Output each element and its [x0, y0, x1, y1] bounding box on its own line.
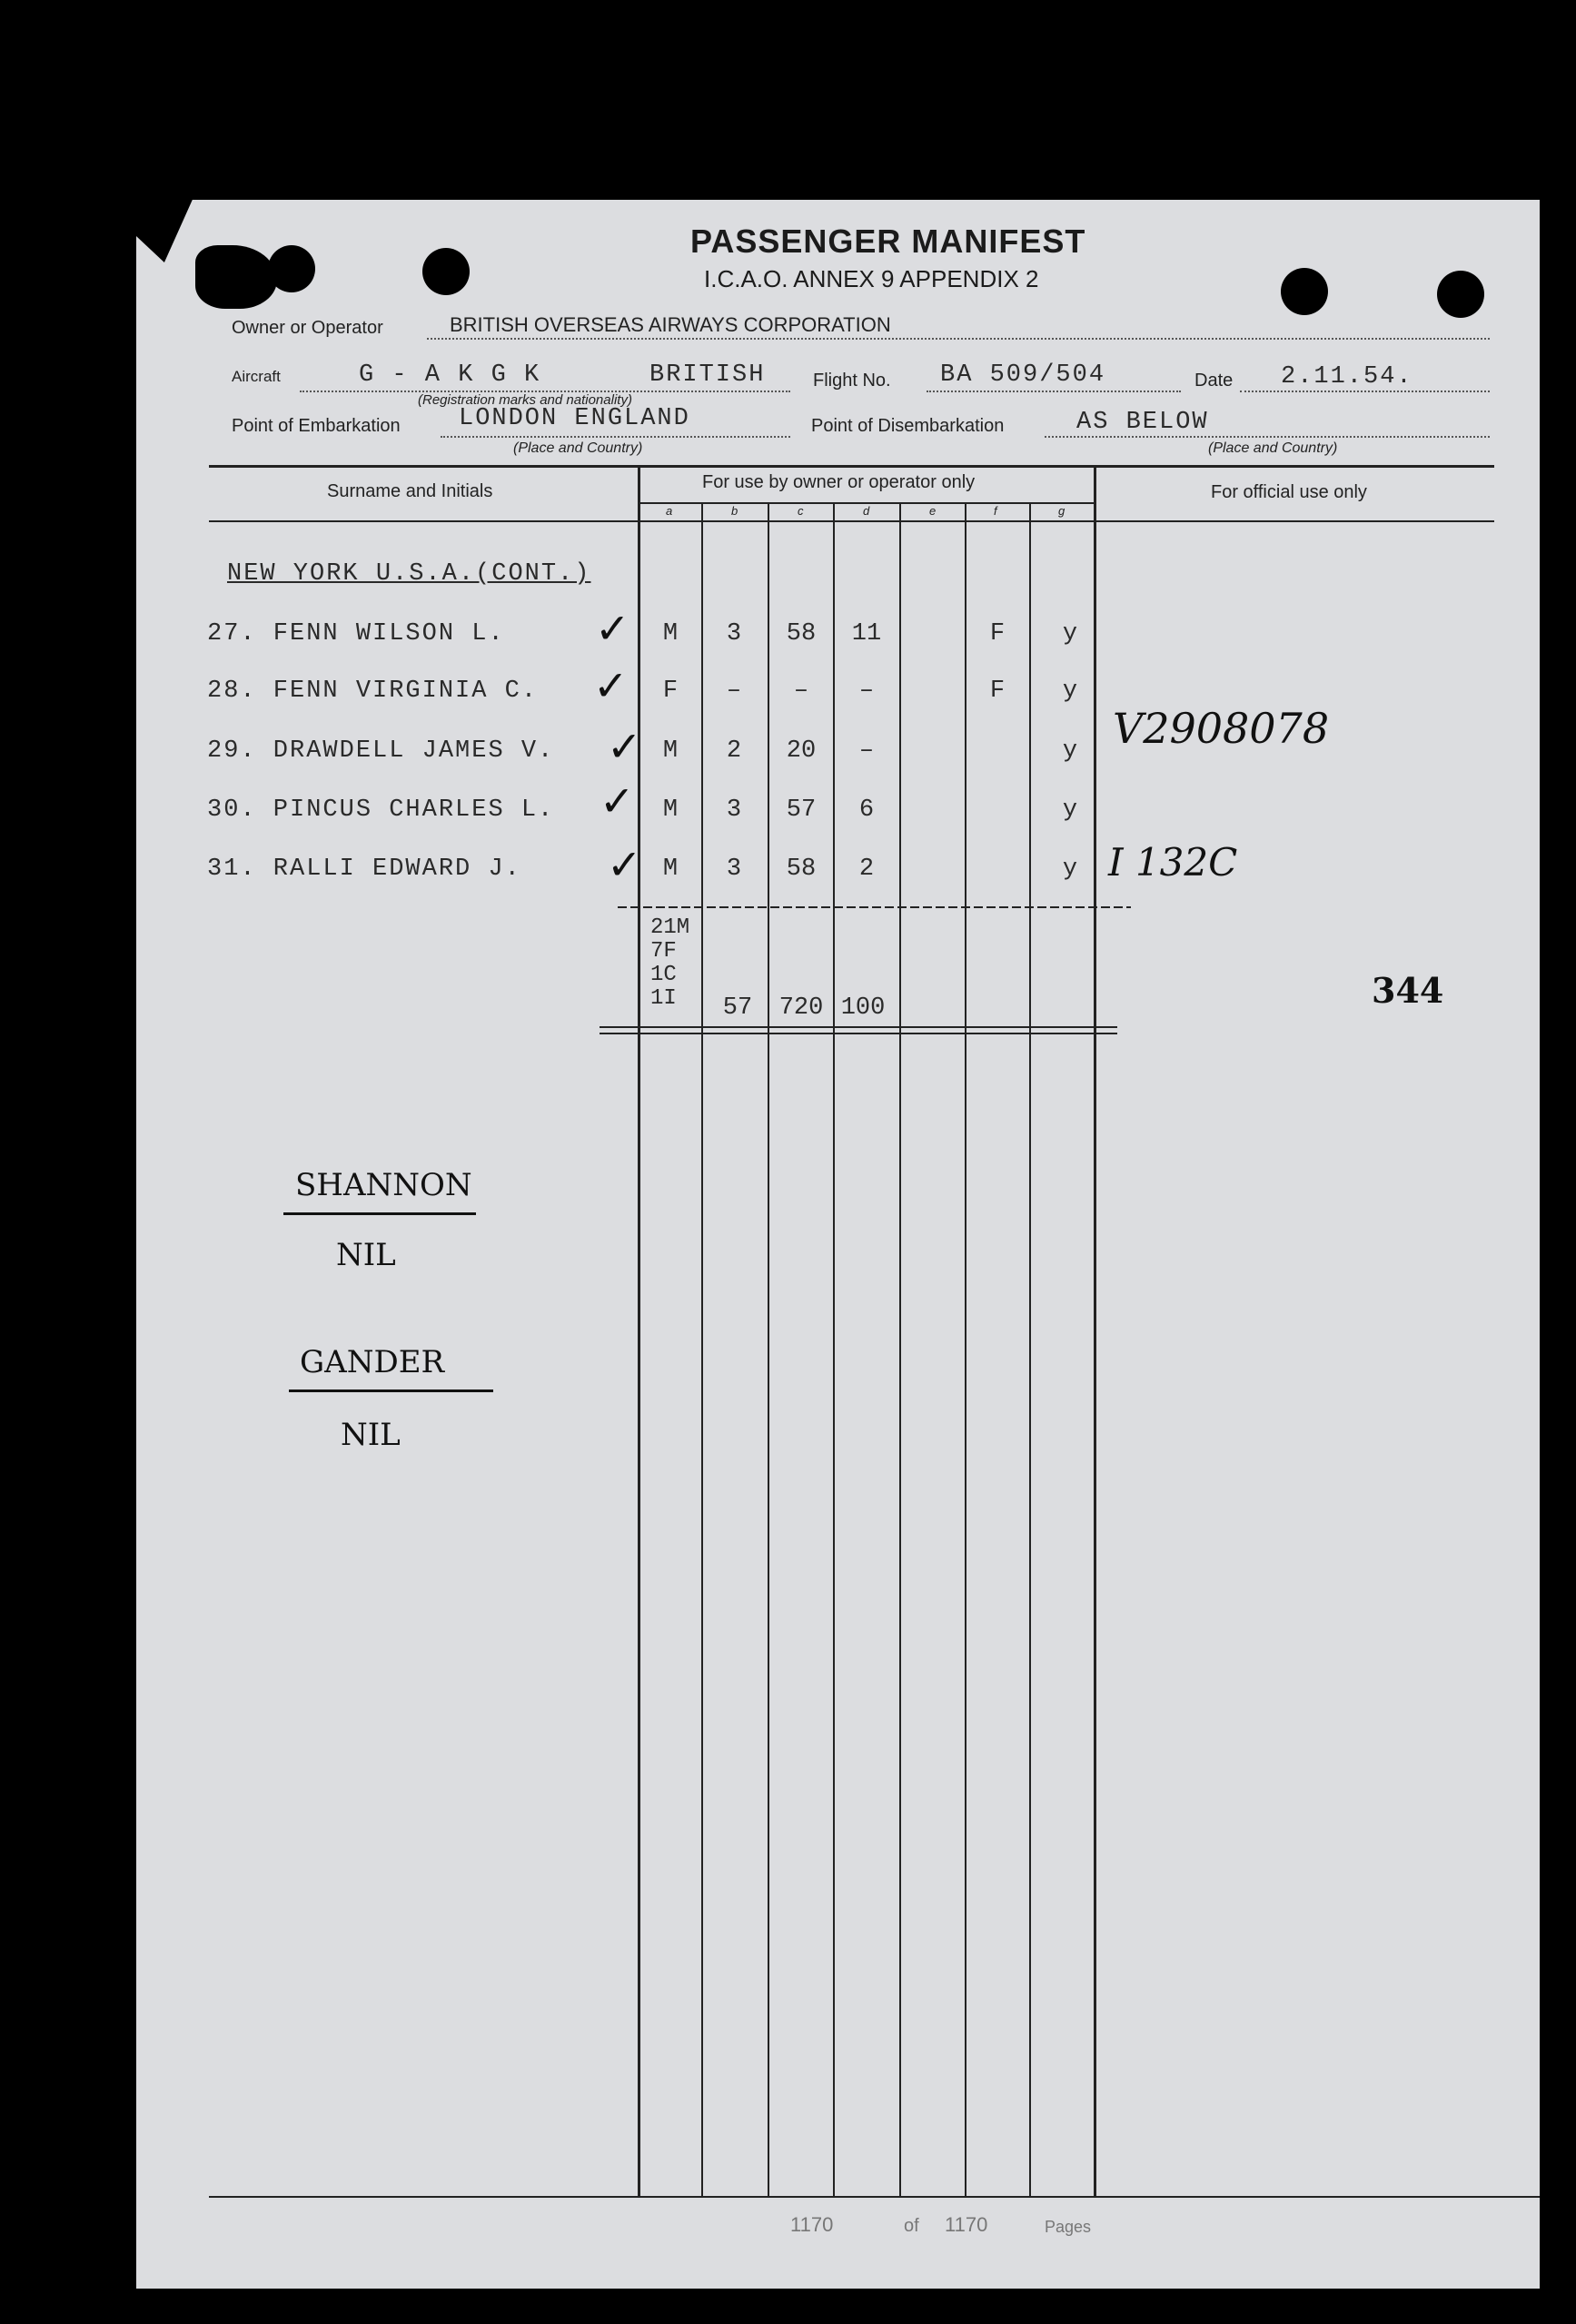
stop-shannon: SHANNON — [295, 1167, 472, 1203]
page-total-stamp: 344 — [1372, 970, 1444, 1011]
footer-pages-label: Pages — [1045, 2218, 1092, 2236]
section-heading: NEW YORK U.S.A.(CONT.) — [227, 560, 591, 588]
table-top-rule — [209, 465, 1494, 468]
totals-bottom-rule — [600, 1026, 1117, 1028]
date-value: 2.11.54. — [1281, 363, 1413, 391]
subcol-b: b — [731, 504, 738, 518]
col-header-operator: For use by owner or operator only — [702, 472, 976, 492]
cell-a: F — [662, 677, 679, 705]
page-subtitle: I.C.A.O. ANNEX 9 APPENDIX 2 — [704, 265, 1039, 292]
passenger-name: 28. FENN VIRGINIA C. — [207, 677, 539, 705]
cell-a: M — [662, 796, 679, 824]
footer-of: of — [904, 2216, 919, 2236]
cell-c: 57 — [786, 796, 817, 824]
date-label: Date — [1194, 371, 1234, 391]
embarkation-line — [441, 436, 790, 438]
nationality-value: BRITISH — [649, 361, 766, 389]
cell-c: 20 — [786, 737, 817, 765]
cell-b: 3 — [726, 620, 742, 648]
cell-a: M — [662, 620, 679, 648]
subcol-g: g — [1058, 504, 1066, 518]
passenger-name: 31. RALLI EDWARD J. — [207, 855, 521, 883]
passenger-name: 27. FENN WILSON L. — [207, 620, 505, 648]
cell-d: 2 — [858, 855, 875, 883]
total-a-line: 7F — [650, 939, 677, 964]
total-b: 57 — [722, 994, 753, 1022]
col-divider — [965, 502, 966, 2196]
cell-f: F — [989, 677, 1006, 705]
passenger-name: 30. PINCUS CHARLES L. — [207, 796, 555, 824]
check-mark-icon: ✓ — [607, 722, 642, 771]
cell-d: – — [858, 677, 875, 705]
col-header-surname: Surname and Initials — [327, 481, 493, 501]
embarkation-label: Point of Embarkation — [232, 416, 401, 436]
cell-a: M — [662, 855, 679, 883]
footer-page-num: 1170 — [790, 2213, 834, 2236]
cell-g: y — [1062, 855, 1078, 883]
subcol-d: d — [863, 504, 870, 518]
cell-b: 3 — [726, 796, 742, 824]
aircraft-label: Aircraft — [232, 368, 281, 385]
subcol-f: f — [994, 504, 997, 518]
stop-gander-value: NIL — [341, 1417, 401, 1453]
col-divider — [833, 502, 835, 2196]
disembarkation-value: AS BELOW — [1076, 409, 1209, 436]
table-header-rule — [209, 520, 1494, 522]
total-d: 100 — [840, 994, 886, 1022]
cell-d: 6 — [858, 796, 875, 824]
owner-line — [427, 338, 1490, 340]
col-divider — [1094, 465, 1096, 2196]
date-line — [1240, 391, 1490, 392]
stop-gander: GANDER — [300, 1344, 445, 1380]
subcol-e: e — [929, 504, 937, 518]
cell-c: – — [793, 677, 809, 705]
owner-value: BRITISH OVERSEAS AIRWAYS CORPORATION — [450, 313, 891, 336]
check-mark-icon: ✓ — [593, 661, 629, 710]
col-divider — [1029, 502, 1031, 2196]
totals-bottom-rule-2 — [600, 1033, 1117, 1034]
aircraft-value: G - A K G K — [359, 361, 541, 389]
totals-top-rule — [618, 906, 1131, 908]
total-c: 720 — [778, 994, 824, 1022]
check-mark-icon: ✓ — [607, 840, 642, 889]
subcol-c: c — [798, 504, 804, 518]
disembarkation-note: (Place and Country) — [1208, 440, 1338, 456]
official-annotation: V2908078 — [1113, 704, 1330, 753]
cell-c: 58 — [786, 620, 817, 648]
stop-gander-underline — [289, 1389, 493, 1392]
cell-a: M — [662, 737, 679, 765]
cell-b: 2 — [726, 737, 742, 765]
cell-g: y — [1062, 737, 1078, 765]
flight-value: BA 509/504 — [940, 361, 1106, 389]
total-a-line: 1C — [650, 963, 677, 987]
cell-g: y — [1062, 677, 1078, 705]
total-a-line: 1I — [650, 986, 677, 1011]
embarkation-note: (Place and Country) — [513, 440, 643, 456]
subcol-a: a — [666, 504, 673, 518]
stop-shannon-value: NIL — [336, 1237, 396, 1273]
flight-label: Flight No. — [813, 371, 891, 391]
col-divider — [701, 502, 703, 2196]
embarkation-value: LONDON ENGLAND — [459, 405, 690, 432]
punch-hole — [1437, 271, 1484, 318]
official-annotation: I 132C — [1108, 840, 1238, 885]
cell-d: – — [858, 737, 875, 765]
col-header-official: For official use only — [1211, 482, 1367, 502]
disembarkation-label: Point of Disembarkation — [811, 416, 1005, 436]
cell-c: 58 — [786, 855, 817, 883]
stop-shannon-underline — [283, 1212, 476, 1215]
total-a-line: 21M — [650, 915, 690, 940]
disembarkation-line — [1045, 436, 1490, 438]
cell-g: y — [1062, 620, 1078, 648]
page-title: PASSENGER MANIFEST — [690, 223, 1086, 260]
cell-b: – — [726, 677, 742, 705]
punch-hole — [422, 248, 470, 295]
col-divider — [768, 502, 769, 2196]
flight-line — [927, 391, 1181, 392]
punch-hole — [1281, 268, 1328, 315]
registration-note: (Registration marks and nationality) — [418, 392, 632, 408]
check-mark-icon: ✓ — [595, 604, 630, 653]
cell-d: 11 — [851, 620, 882, 648]
passenger-name: 29. DRAWDELL JAMES V. — [207, 737, 555, 765]
cell-g: y — [1062, 796, 1078, 824]
owner-label: Owner or Operator — [232, 318, 383, 338]
table-bottom-rule — [209, 2196, 1540, 2198]
cell-f: F — [989, 620, 1006, 648]
cell-b: 3 — [726, 855, 742, 883]
footer-page-total: 1170 — [945, 2213, 988, 2236]
col-divider — [899, 502, 901, 2196]
check-mark-icon: ✓ — [600, 776, 635, 826]
